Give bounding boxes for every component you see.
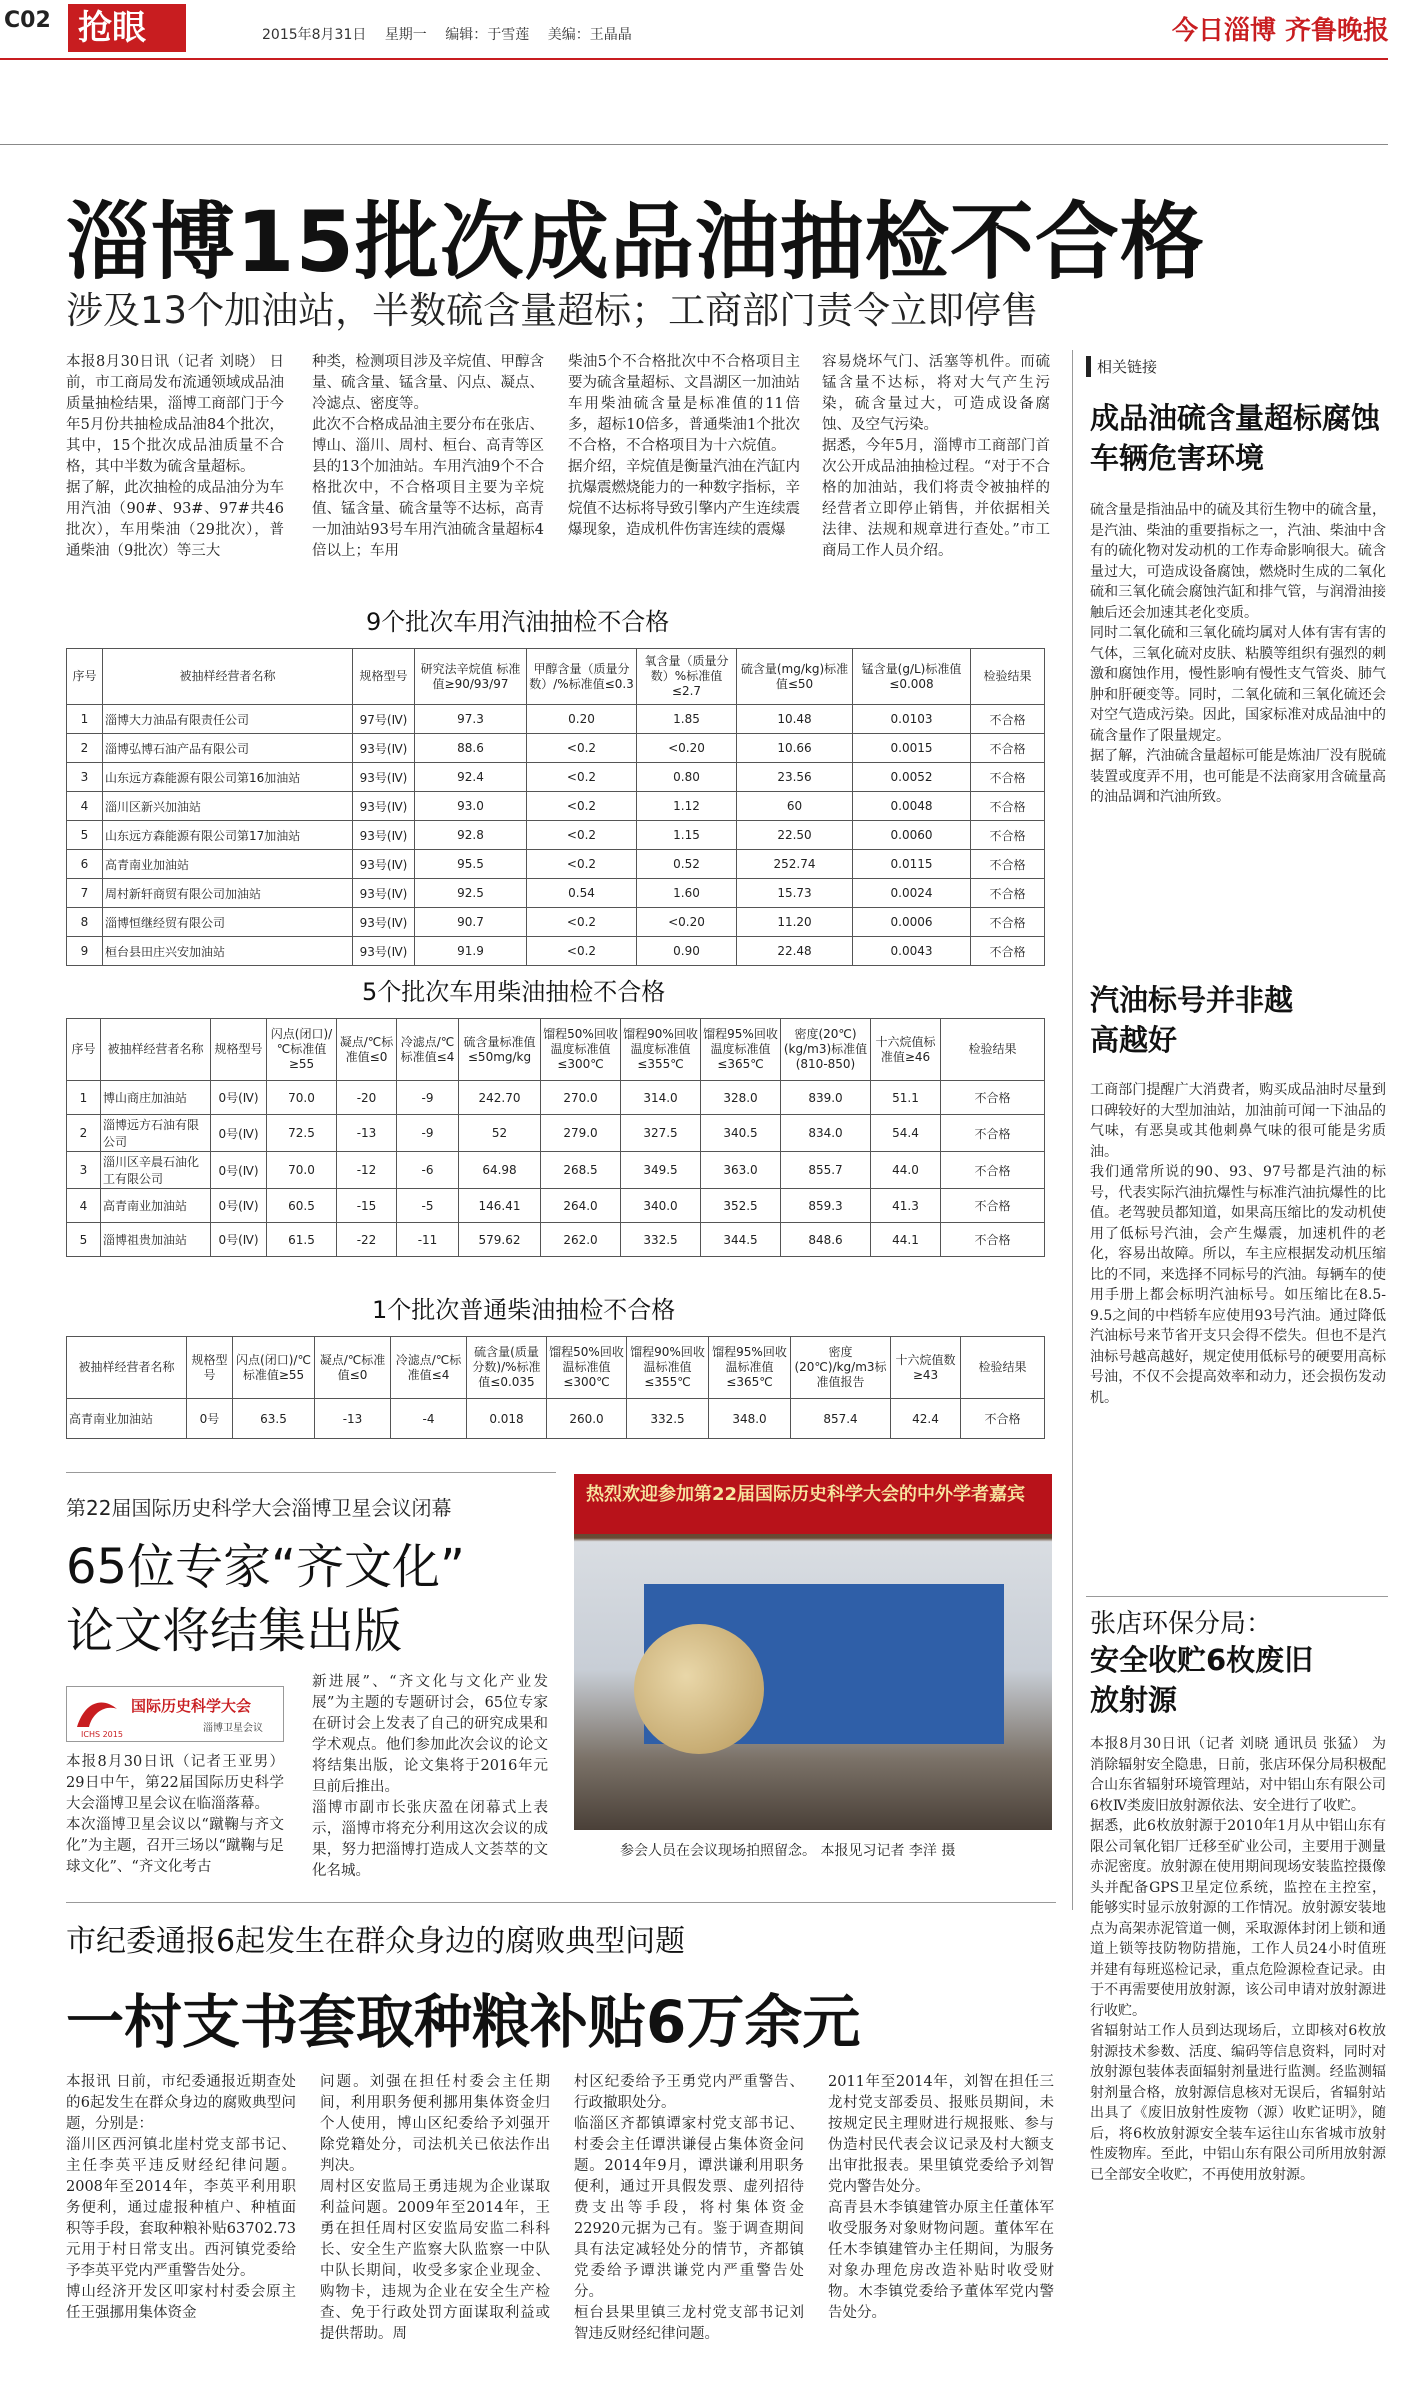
diesel-cell: -5 [397, 1189, 459, 1223]
diesel-cell: -9 [397, 1081, 459, 1115]
table-row [67, 1223, 1045, 1257]
sidebar-body-radiation: 本报8月30日讯（记者 刘晓 通讯员 张猛） 为消除辐射安全隐患，日前，张店环保分局积极配合山东省辐射环境管理站，对中铝山东有限公司6枚Ⅳ类废旧放射源依法、安全进行了收贮。 据悉，此6枚放射源于2010年1月从中铝山东有限公司氧化铝厂迁移至矿业公司，主要用于测量赤泥密度。放射源在使用期间现场安装监控摄像头并配备GPS卫星定位系统，监控在主控室，能够实时显示放射源的工作情况。放射源安装地点为高架赤泥管道一侧，采取源体封闭上锁和通道上锁等技防物防措施，工作人员24小时值班并建有每班巡检记录，重点危险源检查记录。由于不再需要使用放射源，该公司申请对放射源进行收贮。 省辐射站工作人员到达现场后，立即核对6枚放射源技术参数、活度、编码等信息资料，同时对放射源包装体表面辐射剂量进行监测。经监测辐射剂量合格，放射源信息核对无误后，省辐射站出具了《废旧放射性废物（源）收贮证明》，随后，将6枚放射源安全装车运往山东省城市放射性废物库。至此，中铝山东有限公司所用放射源已全部安全收贮，不再使用放射源。 [1090, 1736, 1386, 2183]
story3-column-4: 2011年至2014年，刘智在担任三龙村党支部委员、报账员期间，未按规定民主理财进行规报账、参与伪造村民代表会议记录及村大额支出审批报表。果里镇党委给予刘智党内警告处分。 高青县木李镇建管办原主任董体军收受服务对象财物问题。董体军在任木李镇建管办主任期间，为服务对象办理危房改造补贴时收受财物。木李镇党委给予董体军党内警告处分。 [828, 2074, 1054, 2321]
common-diesel-header-cell: 硫含量(质量分数)/%标准值≤0.035 [467, 1337, 547, 1399]
gasoline-cell: 93号(Ⅳ) [353, 850, 415, 879]
diesel-cell: 242.70 [459, 1081, 541, 1115]
common-diesel-cell: 63.5 [233, 1399, 315, 1439]
gasoline-table-title: 9个批次车用汽油抽检不合格 [366, 608, 670, 636]
gasoline-cell: 山东远方森能源有限公司第17加油站 [103, 821, 353, 850]
gasoline-cell: 10.48 [737, 705, 853, 734]
diesel-cell: 328.0 [701, 1081, 781, 1115]
gasoline-cell: 淄博弘博石油产品有限公司 [103, 734, 353, 763]
gasoline-cell: 5 [67, 821, 103, 850]
diesel-header-cell: 规格型号 [211, 1019, 267, 1081]
sidebar-story-divider [1086, 1596, 1388, 1597]
diesel-cell: 不合格 [941, 1223, 1045, 1257]
sidebar-kicker-radiation: 张店环保分局： [1090, 1609, 1273, 1639]
diesel-cell: 839.0 [781, 1081, 871, 1115]
gasoline-cell: 0.0043 [853, 937, 971, 966]
common-diesel-header-cell: 馏程90%回收温标准值≤355℃ [627, 1337, 709, 1399]
story3-headline: 一村支书套取种粮补贴6万余元 [66, 1988, 861, 2056]
diesel-cell: 淄博祖贵加油站 [101, 1223, 211, 1257]
diesel-cell: 262.0 [541, 1223, 621, 1257]
gasoline-cell: 0.54 [527, 879, 637, 908]
photo-caption: 参会人员在会议现场拍照留念。 本报见习记者 李洋 摄 [620, 1843, 956, 1859]
gasoline-cell: <0.20 [637, 908, 737, 937]
common-diesel-cell: 42.4 [891, 1399, 961, 1439]
diesel-header-cell: 馏程50%回收温度标准值≤300℃ [541, 1019, 621, 1081]
common-diesel-cell: -13 [315, 1399, 391, 1439]
gasoline-cell: <0.2 [527, 850, 637, 879]
diesel-header-cell: 十六烷值标准值≥46 [871, 1019, 941, 1081]
gasoline-header-cell: 锰含量(g/L)标准值≤0.008 [853, 649, 971, 705]
gasoline-cell: 1 [67, 705, 103, 734]
gasoline-cell: 6 [67, 850, 103, 879]
table-row [67, 879, 1045, 908]
table-row [67, 763, 1045, 792]
diesel-cell: 淄川区辛晨石油化工有限公司 [101, 1152, 211, 1189]
section-label: 抢眼 [68, 4, 186, 52]
gasoline-cell: 92.8 [415, 821, 527, 850]
gasoline-cell: 93号(Ⅳ) [353, 879, 415, 908]
table-row [67, 937, 1045, 966]
gasoline-cell: 1.85 [637, 705, 737, 734]
story2-title-line1: 65位专家“齐文化” [66, 1539, 465, 1595]
gasoline-cell: 93.0 [415, 792, 527, 821]
diesel-cell: -13 [337, 1115, 397, 1152]
diesel-cell: 0号(Ⅳ) [211, 1223, 267, 1257]
related-links-tag: 相关链接 [1086, 356, 1157, 377]
gasoline-cell: 60 [737, 792, 853, 821]
gasoline-cell: 桓台县田庄兴安加油站 [103, 937, 353, 966]
table-row [67, 734, 1045, 763]
gasoline-cell: 不合格 [971, 821, 1045, 850]
table-row [67, 850, 1045, 879]
gasoline-cell: 周村新轩商贸有限公司加油站 [103, 879, 353, 908]
gasoline-cell: 23.56 [737, 763, 853, 792]
diesel-cell: -12 [337, 1152, 397, 1189]
diesel-header-cell: 凝点/℃标准值≤0 [337, 1019, 397, 1081]
gasoline-header-cell: 被抽样经营者名称 [103, 649, 353, 705]
diesel-cell: 不合格 [941, 1152, 1045, 1189]
gasoline-cell: 淄川区新兴加油站 [103, 792, 353, 821]
diesel-cell: 5 [67, 1223, 101, 1257]
diesel-cell: 44.1 [871, 1223, 941, 1257]
gasoline-cell: 92.5 [415, 879, 527, 908]
diesel-cell: 848.6 [781, 1223, 871, 1257]
main-headline: 淄博15批次成品油抽检不合格 [66, 193, 1205, 291]
gasoline-header-cell: 检验结果 [971, 649, 1045, 705]
gasoline-cell: 不合格 [971, 763, 1045, 792]
gasoline-cell: 不合格 [971, 705, 1045, 734]
lead-column-4: 容易烧坏气门、活塞等机件。而硫锰含量不达标，将对大气产生污染，硫含量过大，可造成设备腐蚀、及空气污染。 据悉，今年5月，淄博市工商部门首次公开成品油抽检过程。“对于不合格的加油站，我们将责令被抽样的经营者立即停止销售，并依据相关法律、法规和规章进行查处。”市工商局工作人员介绍。 [822, 354, 1050, 559]
gasoline-cell: 0.0006 [853, 908, 971, 937]
story2-column-1: 本报8月30日讯（记者王亚男）29日中午，第22届国际历史科学大会淄博卫星会议在临淄落幕。 本次淄博卫星会议以“蹴鞠与齐文化”为主题，召开三场以“蹴鞠与足球文化”、“齐文化考古 [66, 1754, 284, 1875]
issue-date: 2015年8月31日 [262, 27, 367, 43]
newspaper-brand: 今日淄博 齐鲁晚报 [1171, 16, 1389, 46]
sidebar-body-octane: 工商部门提醒广大消费者，购买成品油时尽量到口碑较好的大型加油站，加油前可闻一下油品的气味，有恶臭或其他刺鼻气味的很可能是劣质油。 我们通常所说的90、93、97号都是汽油的标号，代表实际汽油抗爆性与标准汽油抗爆性的比值。老驾驶员都知道，如果高压缩比的发动机使用了低标号汽油，会产生爆震，加速机件的老化，容易出故障。所以，车主应根据发动机压缩比的不同，来选择不同标号的汽油。每辆车的使用手册上都会标明汽油标号。如压缩比在8.5-9.5之间的中档轿车应使用93号汽油。通过降低汽油标号来节省开支只会得不偿失。但也不是汽油标号越高越好，规定使用低标号的硬要用高标号油，不仅不会提高效率和动力，还会损伤发动机。 [1090, 1082, 1386, 1406]
diesel-cell: 4 [67, 1189, 101, 1223]
diesel-cell: 41.3 [871, 1189, 941, 1223]
common-diesel-header-cell: 密度(20℃)/kg/m3标准值报告 [791, 1337, 891, 1399]
diesel-cell: 不合格 [941, 1115, 1045, 1152]
diesel-cell: 327.5 [621, 1115, 701, 1152]
diesel-cell: 579.62 [459, 1223, 541, 1257]
header-divider [0, 58, 1388, 60]
sidebar-headline-octane: 汽油标号并非越高越好 [1090, 983, 1294, 1057]
gasoline-table [66, 648, 1045, 966]
diesel-cell: 64.98 [459, 1152, 541, 1189]
diesel-cell: 270.0 [541, 1081, 621, 1115]
gasoline-cell: 0.0052 [853, 763, 971, 792]
gasoline-cell: 93号(Ⅳ) [353, 937, 415, 966]
diesel-cell: -6 [397, 1152, 459, 1189]
svg-text:ICHS 2015: ICHS 2015 [81, 1730, 123, 1739]
common-diesel-header-cell: 规格型号 [187, 1337, 233, 1399]
diesel-cell: 314.0 [621, 1081, 701, 1115]
diesel-cell: 不合格 [941, 1081, 1045, 1115]
diesel-cell: 344.5 [701, 1223, 781, 1257]
diesel-cell: -22 [337, 1223, 397, 1257]
common-diesel-cell: 332.5 [627, 1399, 709, 1439]
gasoline-cell: 22.48 [737, 937, 853, 966]
common-diesel-header-cell: 馏程95%回收温标准值≤365℃ [709, 1337, 791, 1399]
gasoline-header-cell: 硫含量(mg/kg)标准值≤50 [737, 649, 853, 705]
common-diesel-table-title: 1个批次普通柴油抽检不合格 [372, 1296, 676, 1324]
gasoline-cell: 8 [67, 908, 103, 937]
photo-globe-sculpture [634, 1624, 764, 1754]
diesel-cell: 264.0 [541, 1189, 621, 1223]
story2-divider [66, 1472, 556, 1473]
gasoline-cell: 不合格 [971, 937, 1045, 966]
diesel-table [66, 1018, 1045, 1257]
table-row [67, 821, 1045, 850]
gasoline-cell: 3 [67, 763, 103, 792]
sidebar-body-sulfur: 硫含量是指油品中的硫及其衍生物中的硫含量，是汽油、柴油的重要指标之一，汽油、柴油中含有的硫化物对发动机的工作寿命影响很大。硫含量过大，可造成设备腐蚀，燃烧时生成的二氧化硫和三氧化硫会腐蚀汽缸和排气管，与润滑油接触后还会加速其老化变质。 同时二氧化硫和三氧化硫均属对人体有害有害的气体，三氧化硫对皮肤、粘膜等组织有强烈的刺激和腐蚀作用，慢性影响有慢性支气管炎、肺气肿和肝硬变等。同时，二氧化硫和三氧化硫还会对空气造成污染。因此，国家标准对成品油中的硫含量作了限量规定。 据了解，汽油硫含量超标可能是炼油厂没有脱硫装置或度弄不用，也可能是不法商家用含硫量高的油品调和汽油所致。 [1090, 502, 1386, 805]
diesel-cell: 0号(Ⅳ) [211, 1115, 267, 1152]
issue-weekday: 星期一 [384, 27, 427, 43]
diesel-cell: 60.5 [267, 1189, 337, 1223]
gasoline-cell: 山东远方森能源有限公司第16加油站 [103, 763, 353, 792]
gasoline-header-cell: 规格型号 [353, 649, 415, 705]
story2-kicker: 第22届国际历史科学大会淄博卫星会议闭幕 [66, 1496, 452, 1520]
gasoline-cell: <0.2 [527, 734, 637, 763]
story2-title-line2: 论文将结集出版 [66, 1603, 403, 1659]
congress-logo [66, 1686, 284, 1742]
common-diesel-cell: 0号 [187, 1399, 233, 1439]
common-diesel-cell: 不合格 [961, 1399, 1045, 1439]
conference-photo [574, 1474, 1052, 1830]
gasoline-cell: 11.20 [737, 908, 853, 937]
sidebar-headline-radiation: 安全收贮6枚废旧放射源 [1090, 1643, 1314, 1717]
diesel-cell: 2 [67, 1115, 101, 1152]
gasoline-cell: <0.2 [527, 937, 637, 966]
diesel-cell: 72.5 [267, 1115, 337, 1152]
diesel-cell: 44.0 [871, 1152, 941, 1189]
gasoline-cell: 0.52 [637, 850, 737, 879]
gasoline-cell: <0.2 [527, 908, 637, 937]
headline-divider [0, 144, 1388, 145]
gasoline-cell: 不合格 [971, 908, 1045, 937]
page-header [0, 0, 1409, 62]
gasoline-cell: 15.73 [737, 879, 853, 908]
gasoline-cell: 7 [67, 879, 103, 908]
editor-credit: 编辑：于雪莲 [445, 27, 530, 43]
diesel-cell: 349.5 [621, 1152, 701, 1189]
common-diesel-cell: 高青南业加油站 [67, 1399, 187, 1439]
designer-credit: 美编：王晶晶 [547, 27, 632, 43]
common-diesel-cell: 260.0 [547, 1399, 627, 1439]
gasoline-header-cell: 序号 [67, 649, 103, 705]
diesel-cell: 不合格 [941, 1189, 1045, 1223]
common-diesel-cell: -4 [391, 1399, 467, 1439]
diesel-cell: 146.41 [459, 1189, 541, 1223]
gasoline-cell: <0.2 [527, 792, 637, 821]
gasoline-cell: 22.50 [737, 821, 853, 850]
diesel-cell: 352.5 [701, 1189, 781, 1223]
diesel-cell: 363.0 [701, 1152, 781, 1189]
gasoline-cell: 不合格 [971, 792, 1045, 821]
diesel-cell: 340.0 [621, 1189, 701, 1223]
common-diesel-header-cell: 检验结果 [961, 1337, 1045, 1399]
gasoline-cell: 不合格 [971, 734, 1045, 763]
gasoline-cell: 0.0015 [853, 734, 971, 763]
diesel-header-cell: 序号 [67, 1019, 101, 1081]
story3-kicker: 市纪委通报6起发生在群众身边的腐败典型问题 [66, 1924, 686, 1959]
page-number: C02 [4, 8, 51, 33]
gasoline-cell: 高青南业加油站 [103, 850, 353, 879]
common-diesel-header-cell: 被抽样经营者名称 [67, 1337, 187, 1399]
gasoline-header-cell: 甲醇含量（质量分数）/%标准值≤0.3 [527, 649, 637, 705]
diesel-cell: 54.4 [871, 1115, 941, 1152]
gasoline-cell: 95.5 [415, 850, 527, 879]
diesel-cell: 855.7 [781, 1152, 871, 1189]
gasoline-cell: 93号(Ⅳ) [353, 734, 415, 763]
gasoline-cell: 0.0115 [853, 850, 971, 879]
common-diesel-cell: 348.0 [709, 1399, 791, 1439]
sidebar-divider [1072, 350, 1073, 1910]
gasoline-cell: <0.20 [637, 734, 737, 763]
common-diesel-header-cell: 闪点(闭口)/℃标准值≥55 [233, 1337, 315, 1399]
diesel-cell: 淄博远方石油有限公司 [101, 1115, 211, 1152]
diesel-header-cell: 冷滤点/℃标准值≤4 [397, 1019, 459, 1081]
diesel-cell: -15 [337, 1189, 397, 1223]
diesel-header-cell: 硫含量标准值≤50mg/kg [459, 1019, 541, 1081]
gasoline-cell: 93号(Ⅳ) [353, 821, 415, 850]
diesel-table-title: 5个批次车用柴油抽检不合格 [362, 978, 666, 1006]
sidebar-headline-sulfur: 成品油硫含量超标腐蚀车辆危害环境 [1090, 401, 1381, 475]
logo-subtext: 淄博卫星会议 [203, 1723, 263, 1734]
diesel-cell: 52 [459, 1115, 541, 1152]
gasoline-cell: 0.20 [527, 705, 637, 734]
table-row [67, 705, 1045, 734]
gasoline-cell: 2 [67, 734, 103, 763]
diesel-cell: 3 [67, 1152, 101, 1189]
story2-column-2: 新进展”、“齐文化与文化产业发展”为主题的专题研讨会，65位专家在研讨会上发表了自己的研究成果和学术观点。他们参加此次会议的论文将结集出版，论文集将于2016年元旦前后推出。 淄博市副市长张庆盈在闭幕式上表示，淄博市将充分利用这次会议的成果，努力把淄博打造成人文荟萃的文化名城。 [312, 1674, 548, 1879]
gasoline-cell: 4 [67, 792, 103, 821]
common-diesel-table [66, 1336, 1045, 1439]
gasoline-cell: 97号(Ⅳ) [353, 705, 415, 734]
common-diesel-header-cell: 冷滤点/℃标准值≤4 [391, 1337, 467, 1399]
photo-banner: 热烈欢迎参加第22届国际历史科学大会的中外学者嘉宾 [574, 1474, 1052, 1534]
gasoline-cell: 93号(Ⅳ) [353, 792, 415, 821]
diesel-header-cell: 检验结果 [941, 1019, 1045, 1081]
gasoline-header-cell: 研究法辛烷值 标准值≥90/93/97 [415, 649, 527, 705]
table-row [67, 1189, 1045, 1223]
gasoline-cell: 9 [67, 937, 103, 966]
gasoline-cell: 0.0060 [853, 821, 971, 850]
gasoline-cell: 90.7 [415, 908, 527, 937]
diesel-cell: 332.5 [621, 1223, 701, 1257]
table-row [67, 792, 1045, 821]
common-diesel-header-cell: 十六烷值数≥43 [891, 1337, 961, 1399]
diesel-cell: 高青南业加油站 [101, 1189, 211, 1223]
diesel-cell: -9 [397, 1115, 459, 1152]
logo-text: 国际历史科学大会 [131, 1697, 252, 1715]
lead-column-2: 种类，检测项目涉及辛烷值、甲醇含量、硫含量、锰含量、闪点、凝点、冷滤点、密度等。 此次不合格成品油主要分布在张店、博山、淄川、周村、桓台、高青等区县的13个加油站。车用汽油9个不合格批次中，不合格项目主要为辛烷值、锰含量、硫含量等不达标，高青一加油站93号车用汽油硫含量超标4倍以上；车用 [312, 354, 544, 559]
diesel-cell: 51.1 [871, 1081, 941, 1115]
table-row [67, 908, 1045, 937]
diesel-cell: 70.0 [267, 1152, 337, 1189]
gasoline-cell: <0.2 [527, 821, 637, 850]
gasoline-cell: 97.3 [415, 705, 527, 734]
diesel-cell: 1 [67, 1081, 101, 1115]
diesel-header-cell: 密度(20℃)(kg/m3)标准值(810-850) [781, 1019, 871, 1081]
gasoline-cell: 0.90 [637, 937, 737, 966]
diesel-cell: 0号(Ⅳ) [211, 1189, 267, 1223]
common-diesel-header-cell: 馏程50%回收温标准值≤300℃ [547, 1337, 627, 1399]
gasoline-cell: 1.12 [637, 792, 737, 821]
lead-column-1: 本报8月30日讯（记者 刘晓） 日前，市工商局发布流通领域成品油质量抽检结果，淄博工商部门于今年5月份共抽检成品油84个批次，其中，15个批次成品油质量不合格，其中半数为硫含量超标。 据了解，此次抽检的成品油分为车用汽油（90#、93#、97#共46批次），车用柴油（29批次），普通柴油（9批次）等三大 [66, 354, 284, 559]
table-row [67, 1399, 1045, 1439]
story3-column-2: 问题。刘强在担任村委会主任期间，利用职务便利挪用集体资金归个人使用，博山区纪委给予刘强开除党籍处分，司法机关已依法作出判决。 周村区安监局王勇违规为企业谋取利益问题。2009年至2014年，王勇在担任周村区安监局安监二科科长、安全生产监察大队监察一中队中队长期间，收受多家企业现金、购物卡，违规为企业在安全生产检查、免于行政处罚方面谋取利益或提供帮助。周 [320, 2074, 550, 2342]
gasoline-cell: <0.2 [527, 763, 637, 792]
gasoline-cell: 10.66 [737, 734, 853, 763]
main-subheadline: 涉及13个加油站，半数硫含量超标；工商部门责令立即停售 [66, 289, 1039, 332]
diesel-cell: 0号(Ⅳ) [211, 1081, 267, 1115]
gasoline-cell: 1.60 [637, 879, 737, 908]
diesel-cell: 0号(Ⅳ) [211, 1152, 267, 1189]
common-diesel-cell: 0.018 [467, 1399, 547, 1439]
diesel-header-cell: 馏程95%回收温度标准值≤365℃ [701, 1019, 781, 1081]
header-meta [262, 24, 646, 44]
common-diesel-header-cell: 凝点/℃标准值≤0 [315, 1337, 391, 1399]
diesel-header-cell: 闪点(闭口)/℃标准值≥55 [267, 1019, 337, 1081]
table-row [67, 1081, 1045, 1115]
common-diesel-cell: 857.4 [791, 1399, 891, 1439]
gasoline-cell: 淄博大力油品有限责任公司 [103, 705, 353, 734]
diesel-cell: 博山商庄加油站 [101, 1081, 211, 1115]
diesel-cell: 859.3 [781, 1189, 871, 1223]
diesel-cell: 340.5 [701, 1115, 781, 1152]
diesel-cell: -11 [397, 1223, 459, 1257]
gasoline-cell: 93号(Ⅳ) [353, 763, 415, 792]
gasoline-cell: 不合格 [971, 850, 1045, 879]
lead-column-3: 柴油5个不合格批次中不合格项目主要为硫含量超标、文昌湖区一加油站车用柴油硫含量是标准值的11倍多，超标10倍多，普通柴油1个批次不合格，不合格项目为十六烷值。 据介绍，辛烷值是衡量汽油在汽缸内抗爆震燃烧能力的一种数字指标，辛烷值不达标将导致引擎内产生连续震爆现象，造成机件伤害连续的震爆 [568, 354, 800, 538]
gasoline-cell: 0.0048 [853, 792, 971, 821]
gasoline-header-cell: 氧含量（质量分数）%标准值≤2.7 [637, 649, 737, 705]
gasoline-cell: 93号(Ⅳ) [353, 908, 415, 937]
diesel-cell: 279.0 [541, 1115, 621, 1152]
diesel-cell: -20 [337, 1081, 397, 1115]
gasoline-cell: 1.15 [637, 821, 737, 850]
diesel-cell: 70.0 [267, 1081, 337, 1115]
story3-column-3: 村区纪委给予王勇党内严重警告、行政撤职处分。 临淄区齐都镇谭家村党支部书记、村委会主任谭洪谦侵占集体资金问题。2014年9月，谭洪谦利用职务便利，通过开具假发票、虚列招待费支出等手段，将村集体资金22920元据为己有。鉴于调查期间具有法定减轻处分的情节，齐都镇党委给予谭洪谦党内严重警告处分。 桓台县果里镇三龙村党支部书记刘智违反财经纪律问题。 [574, 2074, 804, 2342]
gasoline-cell: 88.6 [415, 734, 527, 763]
gasoline-cell: 不合格 [971, 879, 1045, 908]
gasoline-cell: 0.0024 [853, 879, 971, 908]
table-row [67, 1152, 1045, 1189]
diesel-cell: 268.5 [541, 1152, 621, 1189]
story3-column-1: 本报讯 日前，市纪委通报近期查处的6起发生在群众身边的腐败典型问题，分别是： 淄川区西河镇北崖村党支部书记、主任李英平违反财经纪律问题。2008年至2014年，李英平利用职务便利，通过虚报种植户、种植面积等手段，套取种粮补贴63702.73元用于村日常支出。西河镇党委给予李英平党内严重警告处分。 博山经济开发区叩家村村委会原主任王强挪用集体资金 [66, 2074, 296, 2321]
gasoline-cell: 0.80 [637, 763, 737, 792]
diesel-cell: 834.0 [781, 1115, 871, 1152]
table-row [67, 1115, 1045, 1152]
gasoline-cell: 0.0103 [853, 705, 971, 734]
diesel-header-cell: 馏程90%回收温度标准值≤355℃ [621, 1019, 701, 1081]
diesel-cell: 61.5 [267, 1223, 337, 1257]
gasoline-cell: 淄博恒继经贸有限公司 [103, 908, 353, 937]
story3-divider [66, 1902, 1056, 1903]
diesel-header-cell: 被抽样经营者名称 [101, 1019, 211, 1081]
gasoline-cell: 252.74 [737, 850, 853, 879]
gasoline-cell: 91.9 [415, 937, 527, 966]
gasoline-cell: 92.4 [415, 763, 527, 792]
